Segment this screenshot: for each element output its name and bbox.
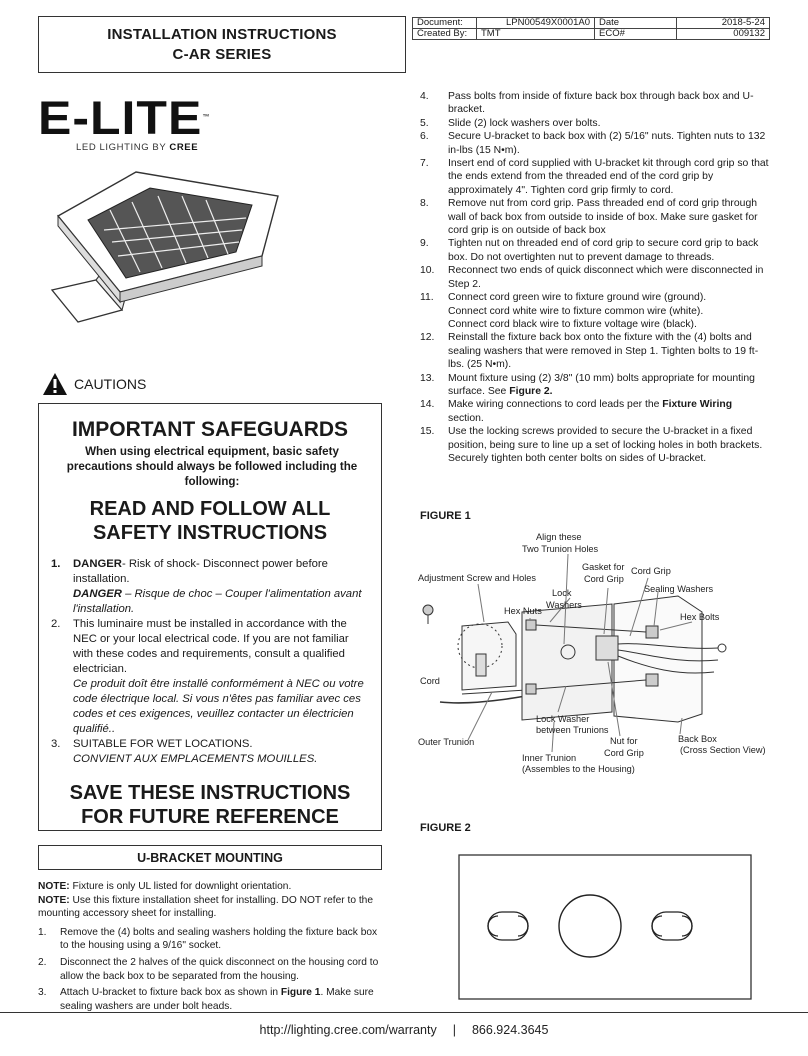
step-15: 15. Use the locking screws provided to secure the U-bracket in a fixed position, being sure to line up a set of locking holes in both brackets. Securely tighten both center bolts on sides of U-bracket. (420, 426, 763, 464)
series-title: C-AR SERIES (172, 45, 272, 63)
step-7: 7. Insert end of cord supplied with U-bracket kit through cord grip so that the ends extend from the threaded end of the cord grip by approximately 4". Tighten cord grip firmly to cord. (420, 158, 769, 196)
callout-lock-2: Washers (546, 600, 582, 610)
callout-align-1: Align these (536, 532, 582, 542)
callout-nut-1: Nut for (610, 736, 638, 746)
leader-adjust (478, 584, 484, 622)
u-bracket-steps (38, 926, 384, 1014)
danger-label: DANGER (73, 558, 122, 570)
callout-inner-2: (Assembles to the Housing) (522, 764, 635, 774)
left-slot (488, 912, 528, 940)
figure-2-label: FIGURE 2 (420, 822, 471, 834)
trademark-symbol: ™ (202, 113, 211, 121)
note-2: NOTE: Use this fixture installation sheet for installing. DO NOT refer to the mounting accessory sheet for installing. (38, 894, 374, 920)
cree-brand: CREE (169, 142, 199, 153)
logo-wordmark: E-LITE (38, 91, 203, 145)
date-value: 2018-5-24 (677, 18, 770, 29)
eco-label: ECO# (595, 29, 677, 40)
figure-1-diagram (418, 526, 770, 788)
cautions-label: CAUTIONS (74, 376, 147, 392)
figure-2-diagram (458, 854, 752, 1000)
date-label: Date (595, 18, 677, 29)
document-number: LPN00549X0001A0 (477, 18, 595, 29)
step-1: 1. Remove the (4) bolts and sealing washers holding the fixture back box to the housing using a 9/16" socket. (38, 926, 378, 952)
callout-lockbetween-1: Lock Washer (536, 714, 590, 724)
callout-inner-1: Inner Trunion (522, 753, 577, 763)
step-3: 3. Attach U-bracket to fixture back box as shown in Figure 1. Make sure sealing washers are under bolt heads. (38, 987, 374, 1012)
right-slot (652, 912, 692, 940)
cautions-list (51, 557, 369, 767)
caution-item-3: 3. SUITABLE FOR WET LOCATIONS. CONVIENT AUX EMPLACEMENTS MOUILLES. (51, 738, 318, 765)
callout-lockbetween-2: between Trunions (536, 725, 609, 735)
save-instructions-line2: FOR FUTURE REFERENCE (81, 806, 339, 828)
hex-nut-top (526, 620, 536, 630)
step-8: 8. Remove nut from cord grip. Pass threaded end of cord grip through wall of back box from outside to inside of box. Make sure gasket for cord grip is on outside of back box (420, 198, 758, 237)
callout-align-2: Two Trunion Holes (522, 544, 599, 554)
logo-tagline: LED LIGHTING BY CREE (76, 142, 199, 153)
note-1: NOTE: Fixture is only UL listed for downlight orientation. (38, 881, 292, 892)
created-by-value: TMT (477, 29, 595, 40)
footer (0, 1023, 808, 1037)
step-10: 10. Reconnect two ends of quick disconnect which were disconnected in Step 2. (420, 265, 764, 290)
safeguards-subheading: When using electrical equipment, basic safety precautions should always be followed including the following: (66, 445, 358, 488)
center-hole (559, 895, 621, 957)
callout-adjust: Adjustment Screw and Holes (418, 573, 536, 583)
outer-trunion-shape (462, 622, 516, 690)
callout-backbox-1: Back Box (678, 734, 717, 744)
step-11: 11. Connect cord green wire to fixture ground wire (ground). Connect cord white wire to fixture common wire (white). Connect cord black wire to fixture voltage wire (black). (420, 292, 707, 330)
cautions-header (42, 372, 146, 396)
caution-item-2: 2. This luminaire must be installed in accordance with the NEC or your local electrical code. If you are not familiar with these codes and requirements, consult a qualified electrician. Ce produit doît être installé conformément à NEC ou votre code électrique local. Si vous n'êtes pas familiar avec ces codes et ces exigences, veuillez contacter un électricien qualifié.. (51, 618, 364, 735)
figure-1-label: FIGURE 1 (420, 510, 471, 522)
callout-hexnuts: Hex Nuts (504, 606, 542, 616)
step-9: 9. Tighten nut on threaded end of cord grip to secure cord grip to back box. Do not overtighten nut to prevent damage to threads. (420, 238, 759, 263)
step-6: 6. Secure U-bracket to back box with (2) 5/16" nuts. Tighten nuts to 132 in-lbs (15 N•m). (420, 131, 766, 156)
callout-sealing: Sealing Washers (644, 584, 714, 594)
document-label: Document: (413, 18, 477, 29)
leader-outer (468, 692, 492, 740)
screw-head (423, 605, 433, 615)
u-bracket-section (38, 880, 384, 1013)
hex-nut-bottom (526, 684, 536, 694)
footer-divider (0, 1012, 808, 1013)
callout-cordgrip: Cord Grip (631, 566, 671, 576)
eco-value: 009132 (677, 29, 770, 40)
document-title: INSTALLATION INSTRUCTIONS (107, 25, 337, 43)
warranty-link[interactable]: http://lighting.cree.com/warranty (259, 1023, 437, 1037)
luminaire-illustration (40, 160, 290, 330)
callout-outer: Outer Trunion (418, 737, 475, 747)
callout-hexbolts: Hex Bolts (680, 612, 720, 622)
callout-nut-2: Cord Grip (604, 748, 644, 758)
hex-bolt-top (646, 626, 658, 638)
created-by-label: Created By: (413, 29, 477, 40)
save-instructions-line1: SAVE THESE INSTRUCTIONS (69, 782, 351, 804)
footer-separator: | (452, 1023, 456, 1037)
title-box (38, 16, 406, 73)
callout-lock-1: Lock (552, 588, 572, 598)
cord-grip (596, 636, 618, 660)
read-follow-heading: READ AND FOLLOW ALL SAFETY INSTRUCTIONS (89, 498, 331, 544)
step-13: 13. Mount fixture using (2) 3/8" (10 mm) bolts appropriate for mounting surface. See Figure 2. (420, 372, 755, 397)
danger-label-fr: DANGER (73, 588, 122, 600)
e-lite-logo (38, 91, 218, 153)
step-4: 4. Pass bolts from inside of fixture back box through back box and U-bracket. (420, 91, 754, 116)
phone-number: 866.924.3645 (471, 1023, 549, 1037)
u-bracket-heading: U-BRACKET MOUNTING (38, 845, 382, 870)
document-info-table (412, 17, 770, 40)
caution-item-1: 1. DANGER- Risk of shock- Disconnect power before installation. DANGER – Risque de choc – Couper l'alimentation avant l'installation. (51, 558, 362, 615)
callout-gasket-2: Cord Grip (584, 574, 624, 584)
step-12: 12. Reinstall the fixture back box onto the fixture with the (4) bolts and sealing washers that were removed in Step 1. Tighten bolts to 19 ft-lbs. (25 N•m). (420, 332, 759, 371)
callout-backbox-2: (Cross Section View) (680, 745, 766, 755)
callout-gasket-1: Gasket for (582, 562, 625, 572)
adjustment-screw (476, 654, 486, 676)
warning-triangle-icon (42, 372, 68, 396)
ring-terminal (718, 644, 726, 652)
installation-steps (420, 90, 770, 465)
safeguards-heading: IMPORTANT SAFEGUARDS (71, 418, 349, 441)
safeguards-box (38, 403, 382, 831)
callout-cord: Cord (420, 676, 440, 686)
step-5: 5. Slide (2) lock washers over bolts. (420, 117, 601, 129)
hex-bolt-bottom (646, 674, 658, 686)
step-2: 2. Disconnect the 2 halves of the quick disconnect on the housing cord to allow the back box to be separated from the housing. (38, 956, 379, 982)
step-14: 14. Make wiring connections to cord leads per the Fixture Wiring section. (420, 399, 733, 424)
